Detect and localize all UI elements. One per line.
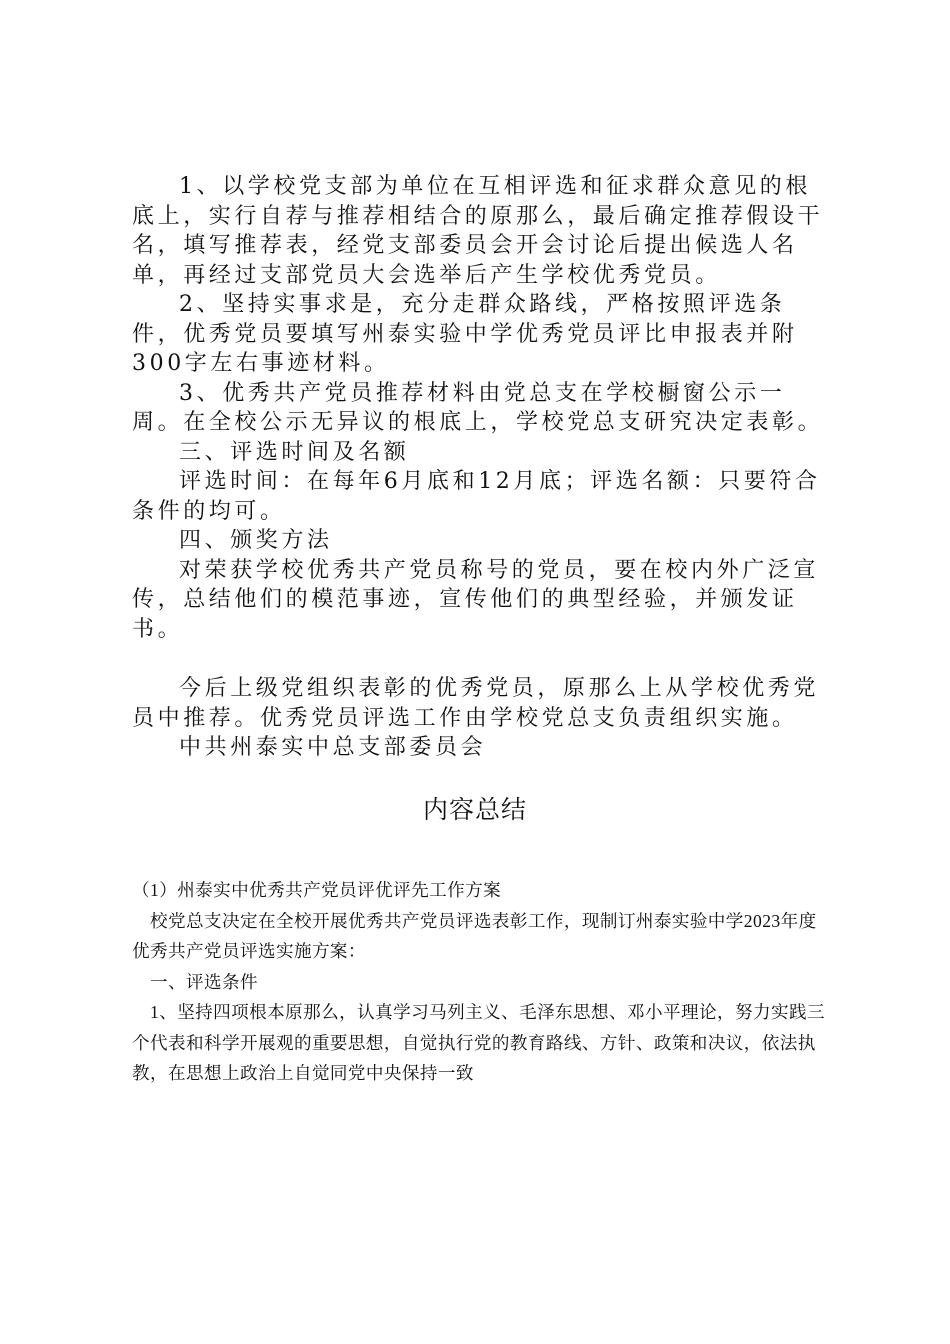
summary-line-heading: （1）州泰实中优秀共产党员评优评先工作方案 [132, 880, 502, 900]
summary-body [132, 875, 832, 1089]
summary-line-intro: 校党总支决定在全校开展优秀共产党员评选表彰工作，现制订州泰实验中学2023年度优秀共产党员评选实施方案： [132, 910, 817, 961]
paragraph-time-quota: 评选时间：在每年6月底和12月底；评选名额：只要符合条件的均可。 [132, 469, 821, 524]
paragraph-spacer [132, 644, 832, 674]
section-heading-award-method: 四、颁奖方法 [179, 528, 333, 553]
paragraph-award-method: 对荣获学校优秀共产党员称号的党员，要在校内外广泛宣传，总结他们的模范事迹，宣传他们的典型经验，并颁发证书。 [132, 557, 820, 642]
document-body [132, 172, 832, 763]
paragraph-publicity: 3、优秀共产党员推荐材料由党总支在学校橱窗公示一周。在全校公示无异议的根底上，学校党总支研究决定表彰。 [132, 380, 824, 435]
paragraph-recommendation-process: 1、以学校党支部为单位在互相评选和征求群众意见的根底上，实行自荐与推荐相结合的原那么，最后确定推荐假设干名，填写推荐表，经党支部委员会开会讨论后提出候选人名单，再经过支部党员大会选举后产生学校优秀党员。 [132, 174, 824, 288]
summary-title: 内容总结 [422, 795, 527, 824]
paragraph-seek-truth: 2、坚持实事求是，充分走群众路线，严格按照评选条件，优秀党员要填写州泰实验中学优秀党员评比申报表并附300字左右事迹材料。 [132, 292, 798, 376]
summary-line-criteria-1: 1、坚持四项根本原那么，认真学习马列主义、毛泽东思想、邓小平理论，努力实践三个代表和科学开展观的重要思想，自觉执行党的教育路线、方针、政策和决议，依法执教，在思想上政治上自觉同党中央保持一致 [132, 1002, 825, 1083]
summary-line-criteria-heading: 一、评选条件 [150, 971, 258, 992]
paragraph-future-recommendation: 今后上级党组织表彰的优秀党员，原那么上从学校优秀党员中推荐。优秀党员评选工作由学校党总支负责组织实施。 [132, 676, 820, 731]
section-heading-time-quota: 三、评选时间及名额 [179, 439, 410, 465]
signature-committee: 中共州泰实中总支部委员会 [179, 735, 487, 760]
